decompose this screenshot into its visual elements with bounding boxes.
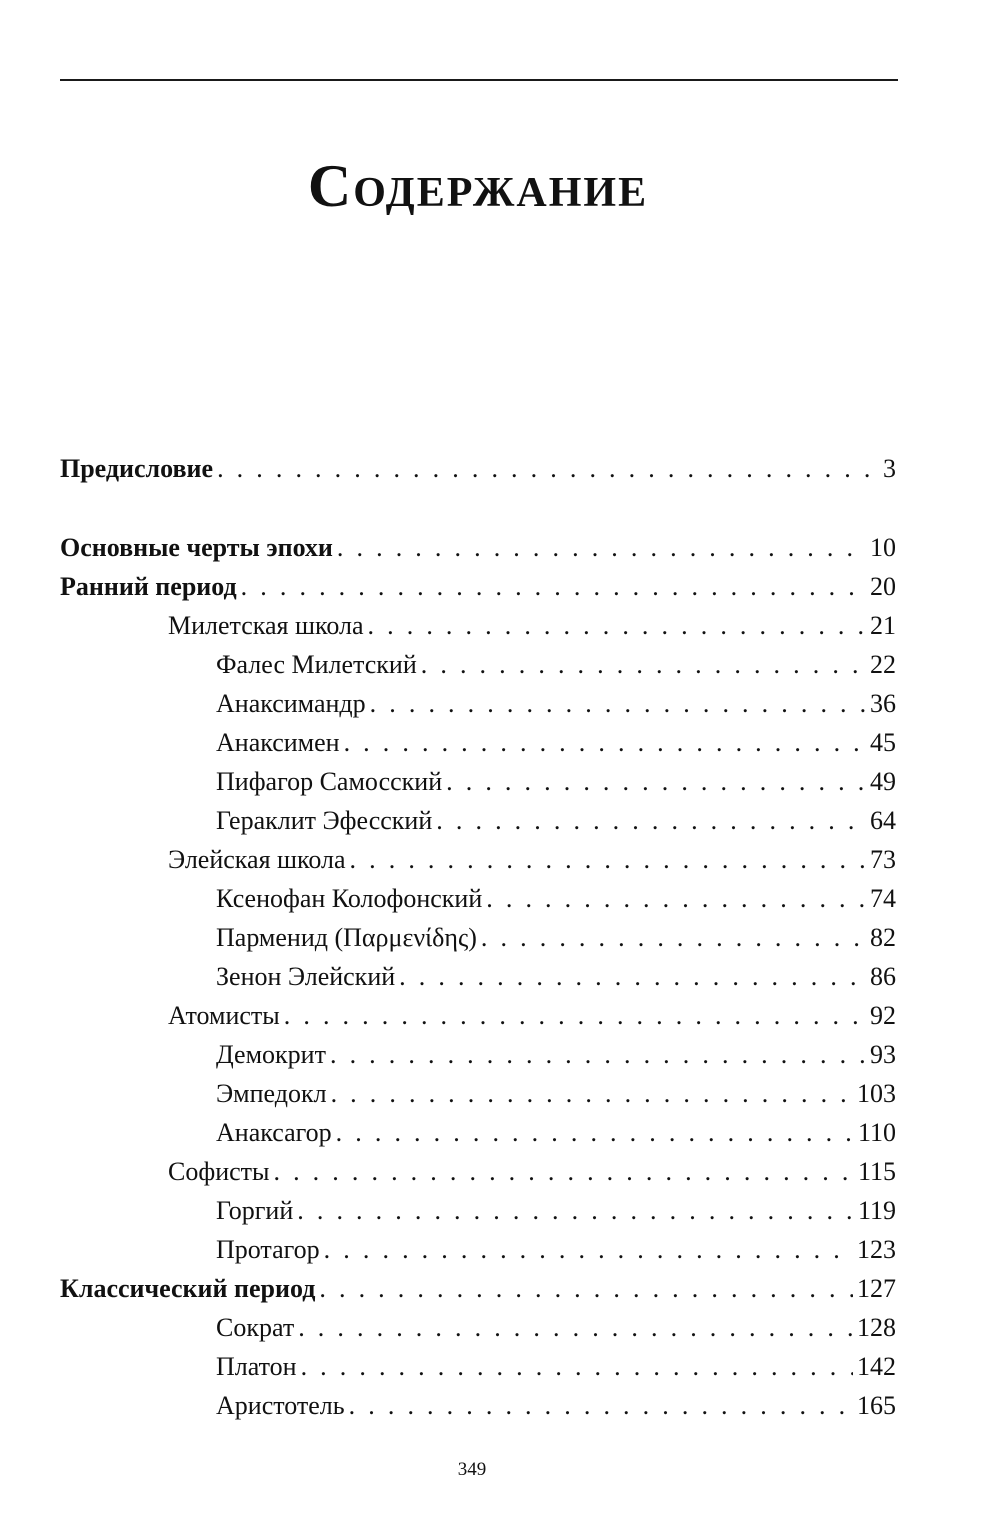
toc-leader-dots (241, 569, 866, 605)
toc-entry-atomists (168, 998, 896, 1034)
toc-leader-dots (436, 803, 866, 839)
toc-entry-page: 74 (870, 884, 896, 913)
toc-entry-gorgias (216, 1193, 896, 1229)
toc-entry-page: 92 (870, 1001, 896, 1030)
toc-leader-dots (273, 1154, 853, 1190)
toc-entry-anaxagoras (216, 1115, 896, 1151)
toc-leader-dots (217, 451, 879, 487)
toc-entry-title: Софисты (168, 1157, 270, 1186)
toc-leader-dots (324, 1232, 853, 1268)
toc-leader-dots (350, 842, 866, 878)
toc-entry-parmenides (216, 920, 896, 956)
toc-entry-page: 36 (870, 689, 896, 718)
toc-entry-title: Атомисты (168, 1001, 280, 1030)
toc-entry-milesian-school (168, 608, 896, 644)
toc-leader-dots (331, 1076, 853, 1112)
toc-entry-title: Предисловие (60, 454, 214, 483)
toc-leader-dots (349, 1388, 853, 1424)
page-title: Содержание (307, 153, 649, 219)
toc-entry-title: Фалес Милетский (216, 650, 417, 679)
toc-entry-page: 86 (870, 962, 896, 991)
toc-entry-thales (216, 647, 896, 683)
toc-entry-page: 73 (870, 845, 896, 874)
toc-leader-dots (330, 1037, 866, 1073)
toc-entry-empedocles (216, 1076, 896, 1112)
toc-entry-page: 93 (870, 1040, 896, 1069)
toc-entry-title: Гераклит Эфесский (216, 806, 433, 835)
toc-leader-dots (298, 1310, 853, 1346)
toc-entry-preface (60, 451, 896, 487)
toc-entry-page: 20 (870, 572, 896, 601)
toc-leader-dots (486, 881, 866, 917)
toc-entry-anaximenes (216, 725, 896, 761)
toc-entry-xenophanes (216, 881, 896, 917)
toc-entry-page: 110 (857, 1118, 896, 1147)
toc-entry-page: 21 (870, 611, 896, 640)
toc-entry-title: Аристотель (216, 1391, 345, 1420)
toc-leader-dots (481, 920, 866, 956)
toc-entry-page: 128 (857, 1313, 896, 1342)
toc-leader-dots (421, 647, 866, 683)
toc-entry-title: Ранний период (60, 572, 237, 601)
toc-entry-aristotle (216, 1388, 896, 1424)
toc-entry-page: 119 (857, 1196, 896, 1225)
toc-entry-title: Классический период (60, 1274, 316, 1303)
toc-entry-title: Платон (216, 1352, 297, 1381)
toc-entry-page: 64 (870, 806, 896, 835)
toc-entry-protagoras (216, 1232, 896, 1268)
toc-leader-dots (319, 1271, 853, 1307)
toc-leader-dots (297, 1193, 854, 1229)
toc-entry-page: 103 (857, 1079, 896, 1108)
page-number: 349 (457, 1459, 487, 1480)
toc-entry-classical-period (60, 1271, 896, 1307)
toc-entry-title: Горгий (216, 1196, 294, 1225)
toc-entry-title: Пифагор Самосский (216, 767, 443, 796)
toc-entry-page: 165 (857, 1391, 896, 1420)
toc-entry-title: Парменид (Παρμενίδης) (216, 923, 477, 952)
toc-leader-dots (284, 998, 866, 1034)
toc-entry-page: 127 (857, 1274, 896, 1303)
toc-leader-dots (370, 686, 866, 722)
toc-entry-page: 142 (857, 1352, 896, 1381)
toc-entry-page: 49 (870, 767, 896, 796)
toc-entry-pythagoras (216, 764, 896, 800)
toc-entry-heraclitus (216, 803, 896, 839)
toc-leader-dots (337, 530, 866, 566)
toc-entry-plato (216, 1349, 896, 1385)
toc-entry-page: 45 (870, 728, 896, 757)
toc-entry-sophists (168, 1154, 896, 1190)
toc-entry-zeno (216, 959, 896, 995)
toc-leader-dots (446, 764, 866, 800)
toc-entry-page: 115 (857, 1157, 896, 1186)
toc-entry-title: Анаксагор (216, 1118, 332, 1147)
toc-entry-title: Ксенофан Колофонский (216, 884, 483, 913)
toc-entry-title: Эмпедокл (216, 1079, 327, 1108)
toc-entry-page: 82 (870, 923, 896, 952)
toc-entry-title: Основные черты эпохи (60, 533, 333, 562)
toc-entry-early-period (60, 569, 896, 605)
toc-entry-page: 123 (857, 1235, 896, 1264)
toc-entry-title: Зенон Элейский (216, 962, 396, 991)
toc-leader-dots (368, 608, 866, 644)
toc-entry-title: Протагор (216, 1235, 320, 1264)
toc-entry-title: Демокрит (216, 1040, 326, 1069)
toc-entry-title: Анаксимен (216, 728, 340, 757)
toc-leader-dots (399, 959, 866, 995)
toc-leader-dots (336, 1115, 854, 1151)
toc-entry-title: Милетская школа (168, 611, 364, 640)
toc-entry-main-features (60, 530, 896, 566)
toc-entry-title: Анаксимандр (216, 689, 366, 718)
toc-leader-dots (344, 725, 866, 761)
toc-leader-dots (301, 1349, 853, 1385)
toc-entry-page: 10 (870, 533, 896, 562)
toc-entry-title: Сократ (216, 1313, 295, 1342)
toc-entry-democritus (216, 1037, 896, 1073)
toc-entry-anaximander (216, 686, 896, 722)
toc-entry-page: 3 (883, 454, 896, 483)
toc-entry-page: 22 (870, 650, 896, 679)
toc-entry-socrates (216, 1310, 896, 1346)
toc-entry-eleatic-school (168, 842, 896, 878)
toc-entry-title: Элейская школа (168, 845, 346, 874)
